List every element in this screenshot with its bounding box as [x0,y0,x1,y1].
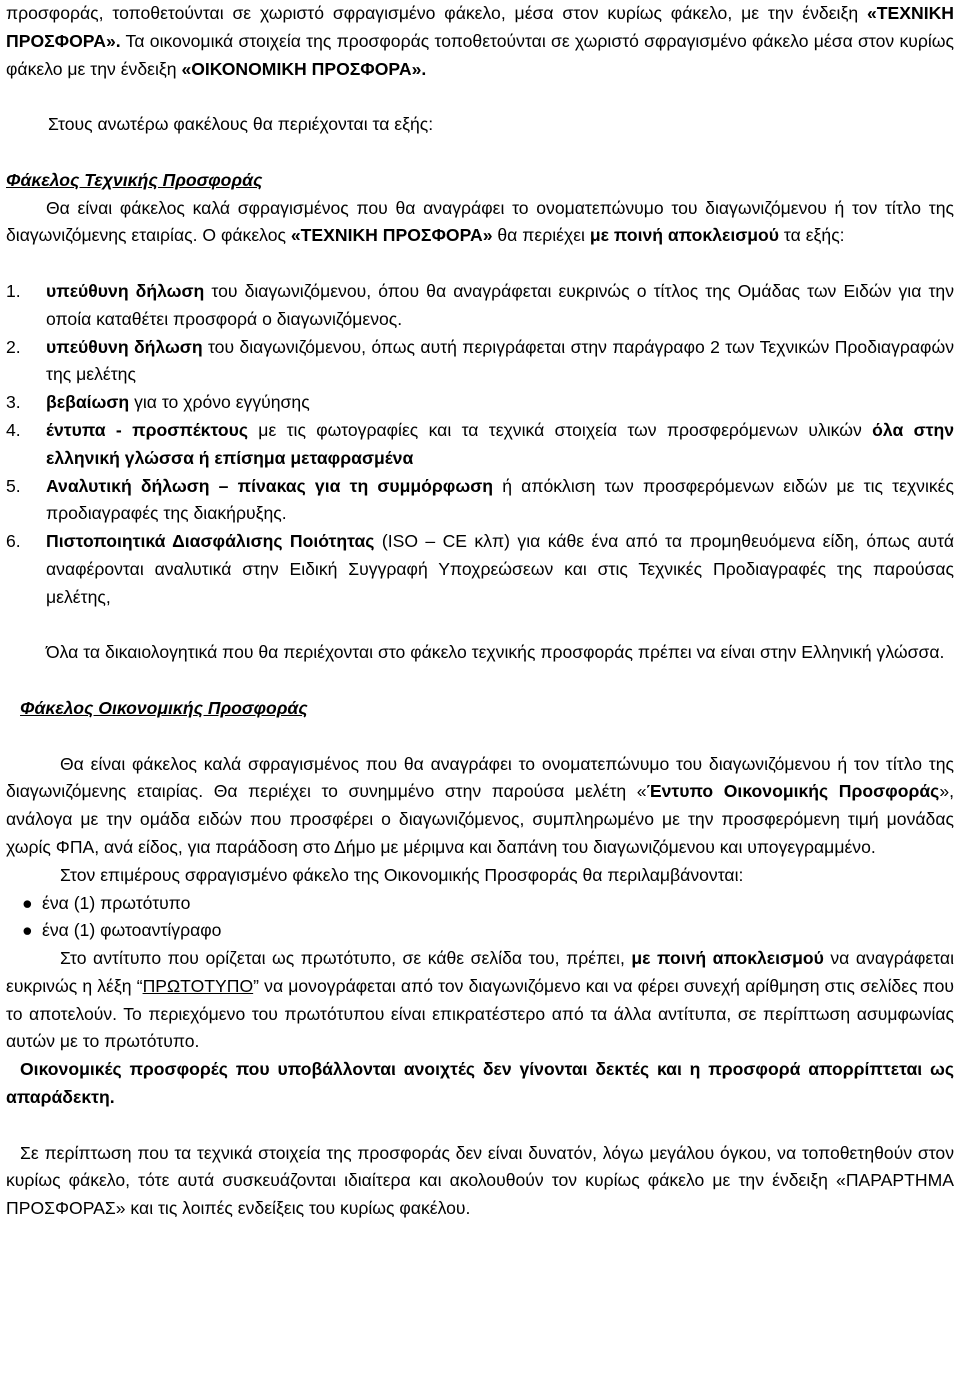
item-title: έντυπα - προσπέκτους [46,419,248,440]
list-item [6,278,954,334]
list-item [6,334,954,390]
list-item [6,528,954,611]
list-item [6,917,954,945]
technical-offer-label: «ΤΕΧΝΙΚΗ ΠΡΟΣΦΟΡΑ» [290,225,493,246]
item-text: για το χρόνο εγγύησης [129,392,310,413]
item-title: Πιστοποιητικά Διασφάλισης Ποιότητας [46,531,375,552]
tech-text: Θα είναι φάκελος καλά σφραγισμένος που θα αναγράφει το ονοματεπώνυμο του διαγωνιζόμενου ή τον τίτλο της διαγωνιζόμενης εταιρίας. Ο φάκελος [6,197,954,246]
intro-paragraph [6,0,954,83]
fin-text: Στο αντίτυπο που ορίζεται ως πρωτότυπο, σε κάθε σελίδα του, πρέπει, [60,948,632,969]
fin-text: να αναγράφεται ευκρινώς η λέξη “ [6,948,954,996]
intro-text: Τα οικονομικά στοιχεία της προσφοράς τοποθετούνται σε χωριστό σφραγισμένο φάκελο μέσα στον κυρίως φάκελο με την ένδειξη [6,30,954,79]
item-number: 3. [6,392,21,413]
technical-offer-label: «ΤΕΧΝΙΚΗ ΠΡΟΣΦΟΡΑ». [6,3,954,51]
tech-text: θα περιέχει [492,225,590,246]
bullet: ● [22,892,33,913]
list-item [6,417,954,473]
item-number: 6. [6,531,21,552]
tech-text: τα εξής: [779,225,845,246]
exclusion-penalty: με ποινή αποκλεισμού [589,225,780,246]
item-number: 1. [6,280,21,301]
item-number: 4. [6,419,21,440]
contents-intro: Στους ανωτέρω φακέλους θα περιέχονται τα εξής: [48,114,434,135]
financial-offer-label: «ΟΙΚΟΝΟΜΙΚΗ ΠΡΟΣΦΟΡΑ». [181,58,427,79]
item-language-note: όλα στην ελληνική γλώσσα ή επίσημα μεταφρασμένα [46,419,955,468]
item-title: βεβαίωση [46,392,130,413]
tech-requirements-list [6,278,954,612]
item-title: υπεύθυνη δήλωση [46,280,205,301]
item-title: υπεύθυνη δήλωση [46,336,203,357]
fin-paragraph [6,751,954,862]
item-title: Αναλυτική δήλωση – πίνακας για τη συμμόρφωση [46,475,494,496]
item-number: 2. [6,336,21,357]
financial-form-title: Έντυπο Οικονομικής Προσφοράς [646,781,940,802]
fin-heading: Φάκελος Οικονομικής Προσφοράς [20,697,308,718]
original-word: ΠΡΩΤΟΤΥΠΟ [142,975,254,996]
fin-text: ” να μονογράφεται από τον διαγωνιζόμενο και να φέρει συνεχή αρίθμηση στις σελίδες που το αποτελούν. Το περιεχόμενο του πρωτότυπου είναι επικρατέστερο από τα άλλα αντίτυπα, σε περίπτωση ασυμφωνίας αυτών με το πρωτότυπο. [6,975,954,1052]
fin-contents-intro: Στον επιμέρους σφραγισμένο φάκελο της Οικονομικής Προσφοράς θα περιλαμβάνονται: [60,864,744,885]
tech-language-note: Όλα τα δικαιολογητικά που θα περιέχονται στο φάκελο τεχνικής προσφοράς πρέπει να είναι στην Ελληνική γλώσσα. [46,642,945,663]
tech-heading: Φάκελος Τεχνικής Προσφοράς [6,169,263,190]
item-text: ή απόκλιση των προσφερόμενων ειδών με τις τεχνικές προδιαγραφές της διακήρυξης. [46,475,955,524]
bullet-text: ένα (1) πρωτότυπο [42,892,191,913]
open-offers-warning: Οικονομικές προσφορές που υποβάλλονται ανοιχτές δεν γίνονται δεκτές και η προσφορά απορρίπτεται ως απαράδεκτη. [6,1059,954,1108]
item-text: (ISO – CE κλπ) για κάθε ένα από τα προμηθευόμενα είδη, όπως αυτά αναφέρονται αναλυτικά στην Ειδική Συγγραφή Υποχρεώσεων και στις Τεχνικές Προδιαγραφές της παρούσας μελέτης, [46,531,954,607]
fin-text: », ανάλογα με την ομάδα ειδών που προσφέρει ο διαγωνιζόμενος, συμπληρωμένο με την προσφερόμενη τιμή μονάδας χωρίς ΦΠΑ, ανά είδος, για παράδοση στο Δήμο με μέριμνα και δαπάνη του διαγωνιζόμενου και υπογεγραμμένο. [6,781,954,857]
bullet-text: ένα (1) φωτοαντίγραφο [42,920,222,941]
annex-paragraph: Σε περίπτωση που τα τεχνικά στοιχεία της προσφοράς δεν είναι δυνατόν, λόγω μεγάλου όγκου, να τοποθετηθούν στον κυρίως φάκελο, τότε αυτά συσκευάζονται ιδιαίτερα και ακολουθούν τον κυρίως φάκελο με την ένδειξη «ΠΑΡΑΡΤΗΜΑ ΠΡΟΣΦΟΡΑΣ» και τις λοιπές ενδείξεις του κυρίως φακέλου. [6,1142,954,1219]
item-text: του διαγωνιζόμενου, όπου θα αναγράφεται ευκρινώς ο τίτλος της Ομάδας των Ειδών για την οποία καταθέτει προσφορά ο διαγωνιζόμενος. [46,280,954,329]
list-item [6,473,954,529]
intro-text: προσφοράς, τοποθετούνται σε χωριστό σφραγισμένο φάκελο, μέσα στον κυρίως φάκελο, με την ένδειξη [6,3,867,23]
item-text: με τις φωτογραφίες και τα τεχνικά στοιχεία των προσφερόμενων υλικών [247,419,873,440]
bullet: ● [22,920,33,941]
original-copy-paragraph [6,945,954,1056]
list-item [6,389,954,417]
item-text: του διαγωνιζόμενου, όπως αυτή περιγράφεται στην παράγραφο 2 των Τεχνικών Προδιαγραφών της μελέτης [46,336,954,385]
item-number: 5. [6,475,21,496]
fin-text: Θα είναι φάκελος καλά σφραγισμένος που θα αναγράφει το ονοματεπώνυμο του διαγωνιζόμενου ή τον τίτλο της διαγωνιζόμενης εταιρίας. Θα περιέχει το συνημμένο στην παρούσα μελέτη « [6,753,954,802]
list-item [6,890,954,918]
tech-paragraph [6,195,954,251]
exclusion-penalty: με ποινή αποκλεισμού [631,948,824,969]
